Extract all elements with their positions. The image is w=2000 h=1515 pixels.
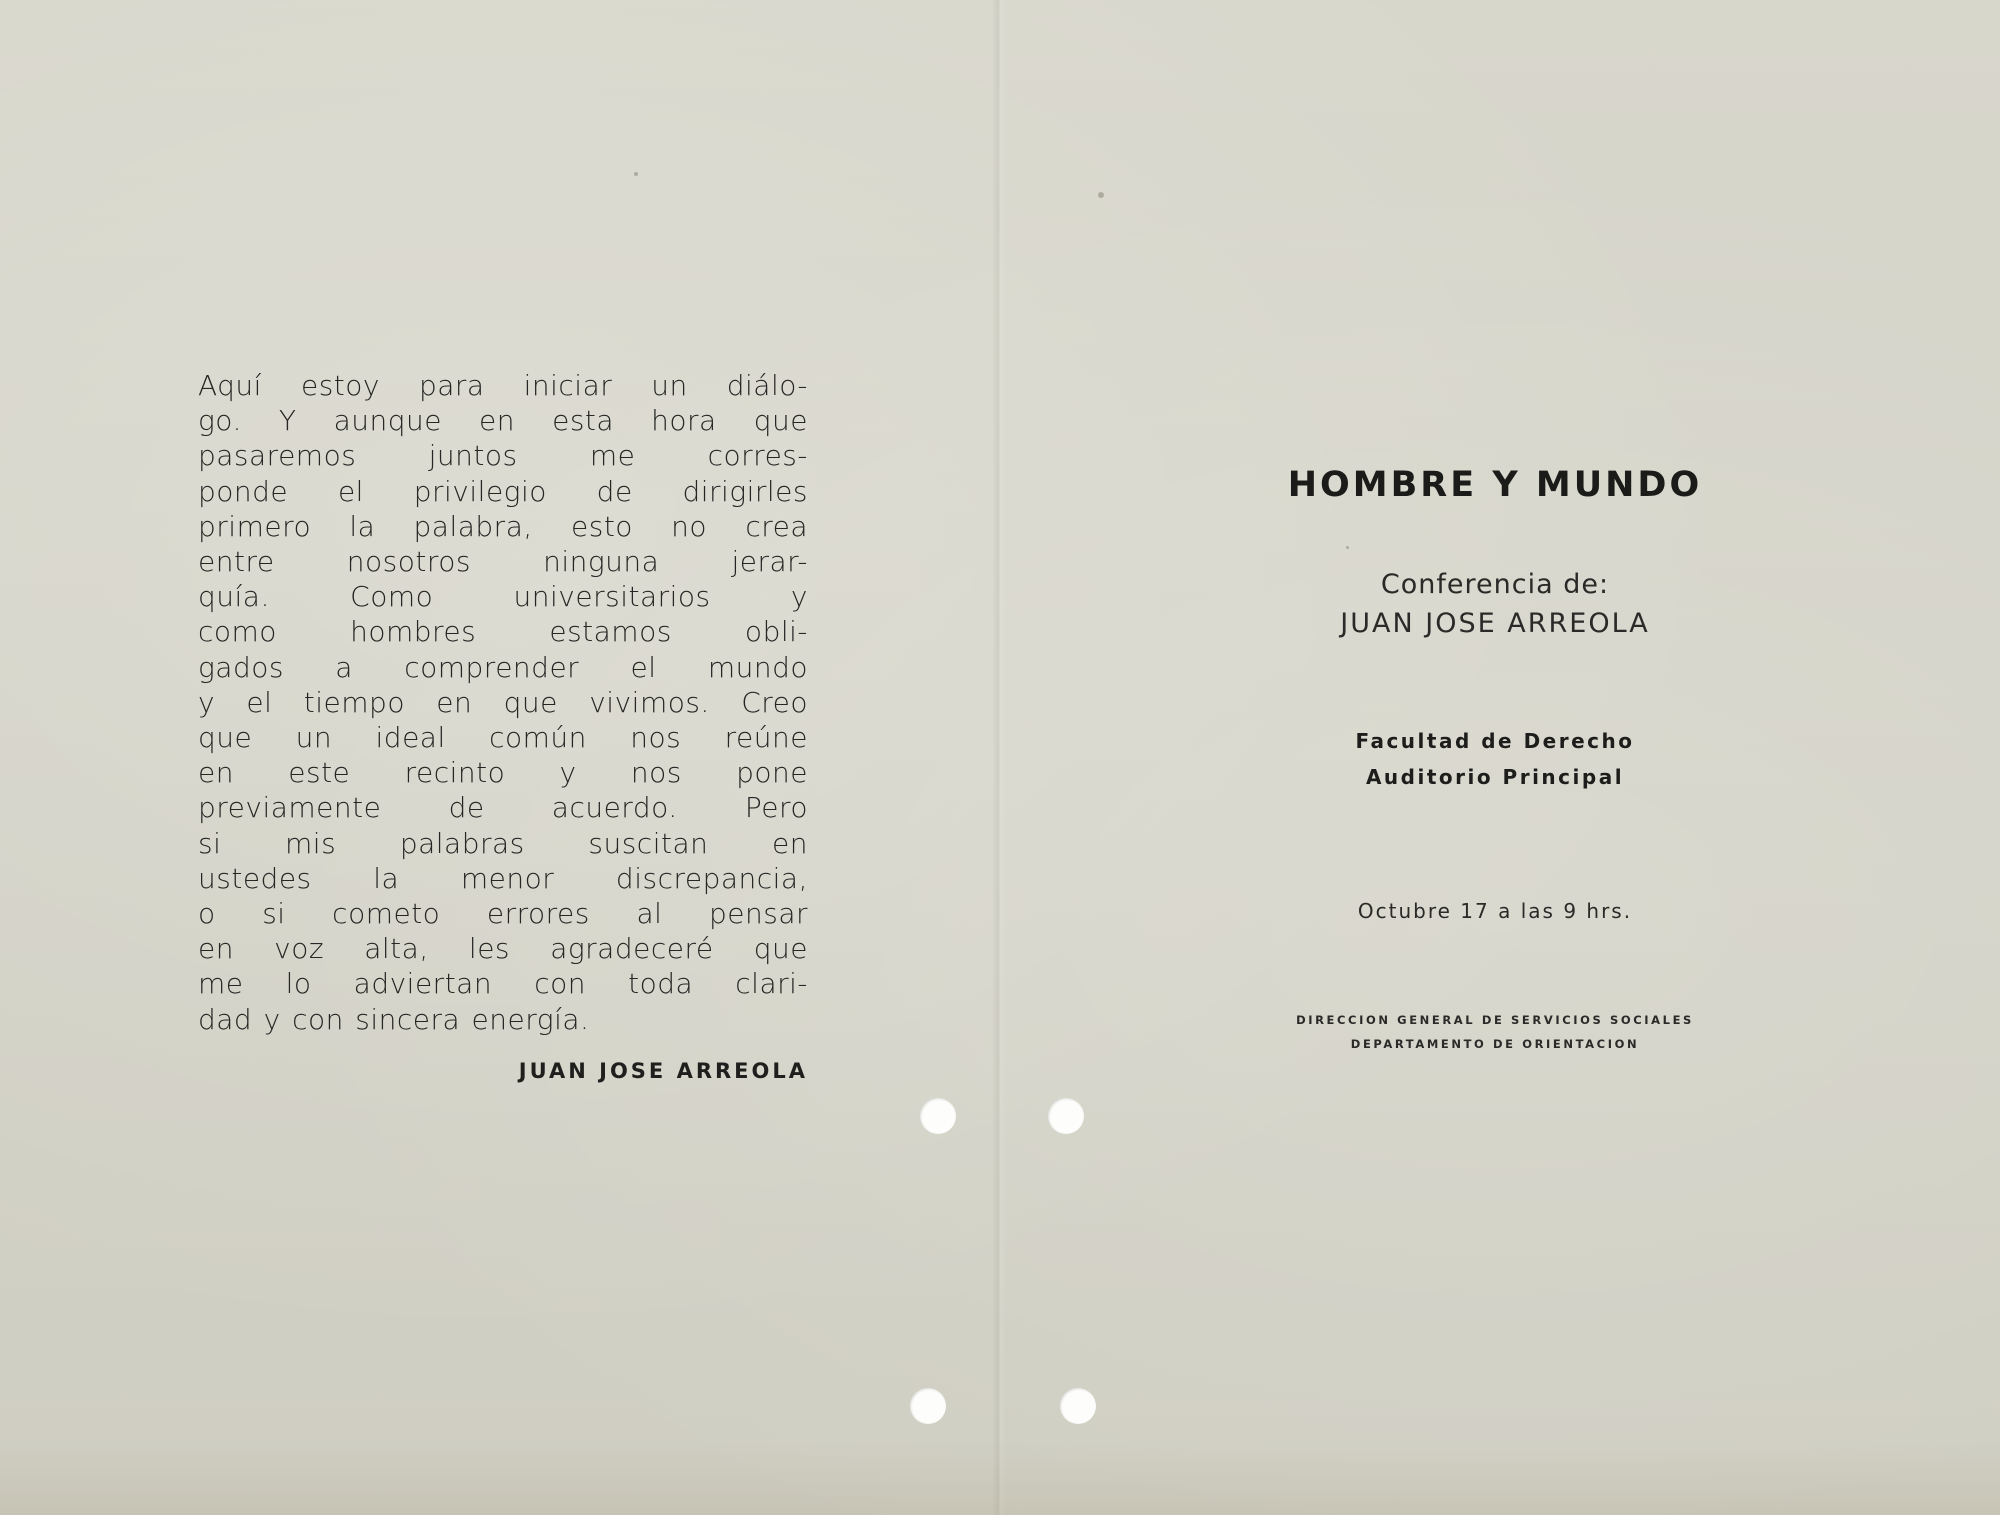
organization-line-2: DEPARTAMENTO DE ORIENTACION — [1350, 1037, 1640, 1051]
paragraph-line: que un ideal común nos reúne — [198, 721, 808, 755]
paragraph-line: como hombres estamos obli- — [198, 615, 808, 649]
paragraph-line: me lo adviertan con toda clari- — [198, 967, 808, 1001]
paragraph-line: entre nosotros ninguna jerar- — [198, 545, 808, 579]
paragraph-line: gados a comprender el mundo — [198, 650, 808, 684]
paper-speck — [634, 172, 638, 176]
bottom-edge-shade — [0, 1440, 2000, 1515]
binder-hole — [920, 1098, 956, 1134]
venue-faculty: Facultad de Derecho — [1355, 729, 1635, 753]
paragraph-line: ponde el privilegio de dirigirles — [198, 474, 808, 508]
paragraph-line: o si cometo errores al pensar — [198, 897, 808, 931]
binder-hole — [910, 1388, 946, 1424]
paragraph-line: en voz alta, les agradeceré que — [198, 932, 808, 966]
venue-auditorium: Auditorio Principal — [1365, 765, 1625, 789]
paragraph-line: ustedes la menor discrepancia, — [198, 861, 808, 895]
author-signature: JUAN JOSE ARREOLA — [518, 1058, 808, 1083]
paragraph-line: go. Y aunque en esta hora que — [198, 404, 808, 438]
paragraph-line: Aquí estoy para iniciar un diálo- — [198, 369, 808, 402]
paragraph-line: si mis palabras suscitan en — [198, 826, 808, 860]
lecture-prefix: Conferencia de: — [1380, 569, 1610, 600]
binder-hole — [1048, 1098, 1084, 1134]
paragraph-line: previamente de acuerdo. Pero — [198, 791, 808, 825]
binder-hole — [1060, 1388, 1096, 1424]
right-panel — [1195, 465, 1795, 1051]
paragraph-line: en este recinto y nos pone — [198, 756, 808, 790]
speaker-name: JUAN JOSE ARREOLA — [1340, 608, 1650, 639]
organization-line-1: DIRECCION GENERAL DE SERVICIOS SOCIALES — [1296, 1013, 1694, 1027]
lecture-title: HOMBRE Y MUNDO — [1287, 465, 1703, 505]
intro-paragraph — [198, 368, 808, 1037]
center-fold — [992, 0, 1006, 1515]
left-panel — [198, 368, 808, 1083]
paragraph-line: quía. Como universitarios y — [198, 580, 808, 614]
paragraph-line: primero la palabra, esto no crea — [198, 509, 808, 543]
paragraph-line: pasaremos juntos me corres- — [198, 439, 808, 473]
paragraph-line: y el tiempo en que vivimos. Creo — [198, 685, 808, 719]
event-date: Octubre 17 a las 9 hrs. — [1357, 899, 1633, 923]
paper-speck — [1098, 192, 1104, 198]
paragraph-line: dad y con sincera energía. — [198, 1002, 590, 1036]
